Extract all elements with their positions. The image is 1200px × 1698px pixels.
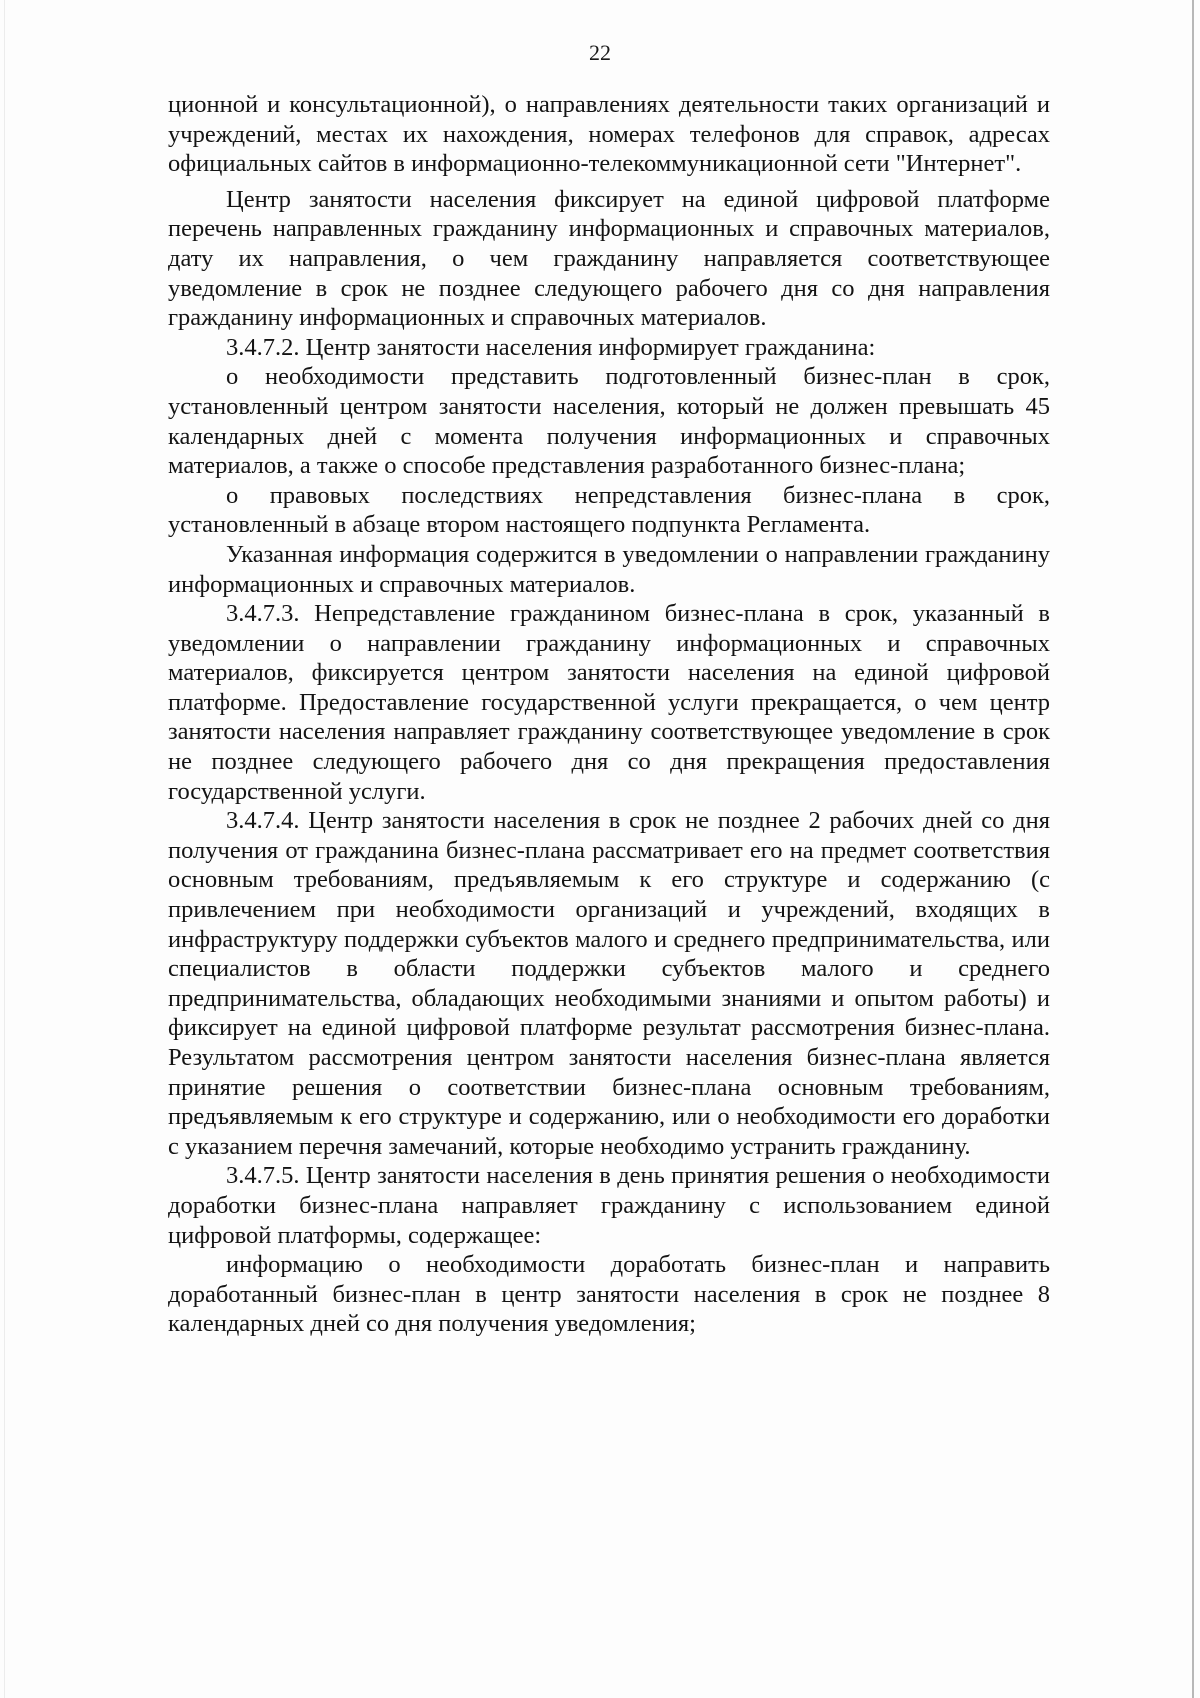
page-number: 22 [589, 40, 611, 65]
paragraph: о необходимости представить подготовленный бизнес-план в срок, установленный центром занятости населения, который не должен превышать 45 календарных дней с момента получения информационных и справочных материалов, а также о способе представления разработанного бизнес-плана; [168, 363, 1050, 480]
paragraph-3-4-7-4: 3.4.7.4. Центр занятости населения в срок не позднее 2 рабочих дней со дня получения от гражданина бизнес-плана рассматривает его на предмет соответствия основным требованиям, предъявляемым к его структуре и содержанию (с привлечением при необходимости организаций и учреждений, входящих в инфраструктуру поддержки субъектов малого и среднего предпринимательства, или специалистов в области поддержки субъектов малого и среднего предпринимательства, обладающих необходимыми знаниями и опытом работы) и фиксирует на единой цифровой платформе результат рассмотрения бизнес-плана. Результатом рассмотрения центром занятости населения бизнес-плана является принятие решения о соответствии бизнес-плана основным требованиям, предъявляемым к его структуре и содержанию, или о необходимости его доработки с указанием перечня замечаний, которые необходимо устранить гражданину. [168, 807, 1050, 1160]
paragraph-3-4-7-2: 3.4.7.2. Центр занятости населения информирует гражданина: [226, 333, 876, 361]
paragraph: Указанная информация содержится в уведомлении о направлении гражданину информационных и справочных материалов. [168, 540, 1050, 598]
paragraph-continuation: ционной и консультационной), о направлениях деятельности таких организаций и учреждений, местах их нахождения, номерах телефонов для справок, адресах официальных сайтов в информационно-телекоммуникационной сети "Интернет". [168, 91, 1050, 178]
paragraph: о правовых последствиях непредставления бизнес-плана в срок, установленный в абзаце втором настоящего подпункта Регламента. [168, 481, 1050, 539]
scan-edge-left [4, 0, 5, 1698]
paragraph: информацию о необходимости доработать бизнес-план и направить доработанный бизнес-план в центр занятости населения в срок не позднее 8 календарных дней со дня получения уведомления; [168, 1251, 1050, 1338]
paragraph: Центр занятости населения фиксирует на единой цифровой платформе перечень направленных гражданину информационных и справочных материалов, дату их направления, о чем гражданину направляется соответствующее уведомление в срок не позднее следующего рабочего дня со дня направления гражданину информационных и справочных материалов. [168, 185, 1050, 332]
scan-edge-right [1192, 0, 1194, 1698]
paragraph-3-4-7-3: 3.4.7.3. Непредставление гражданином бизнес-плана в срок, указанный в уведомлении о направлении гражданину информационных и справочных материалов, фиксируется центром занятости населения на единой цифровой платформе. Предоставление государственной услуги прекращается, о чем центр занятости населения направляет гражданину соответствующее уведомление в срок не позднее следующего рабочего дня со дня прекращения предоставления государственной услуги. [168, 600, 1050, 805]
paragraph-3-4-7-5: 3.4.7.5. Центр занятости населения в день принятия решения о необходимости доработки бизнес-плана направляет гражданину с использованием единой цифровой платформы, содержащее: [168, 1162, 1050, 1249]
document-body [168, 90, 1050, 1339]
